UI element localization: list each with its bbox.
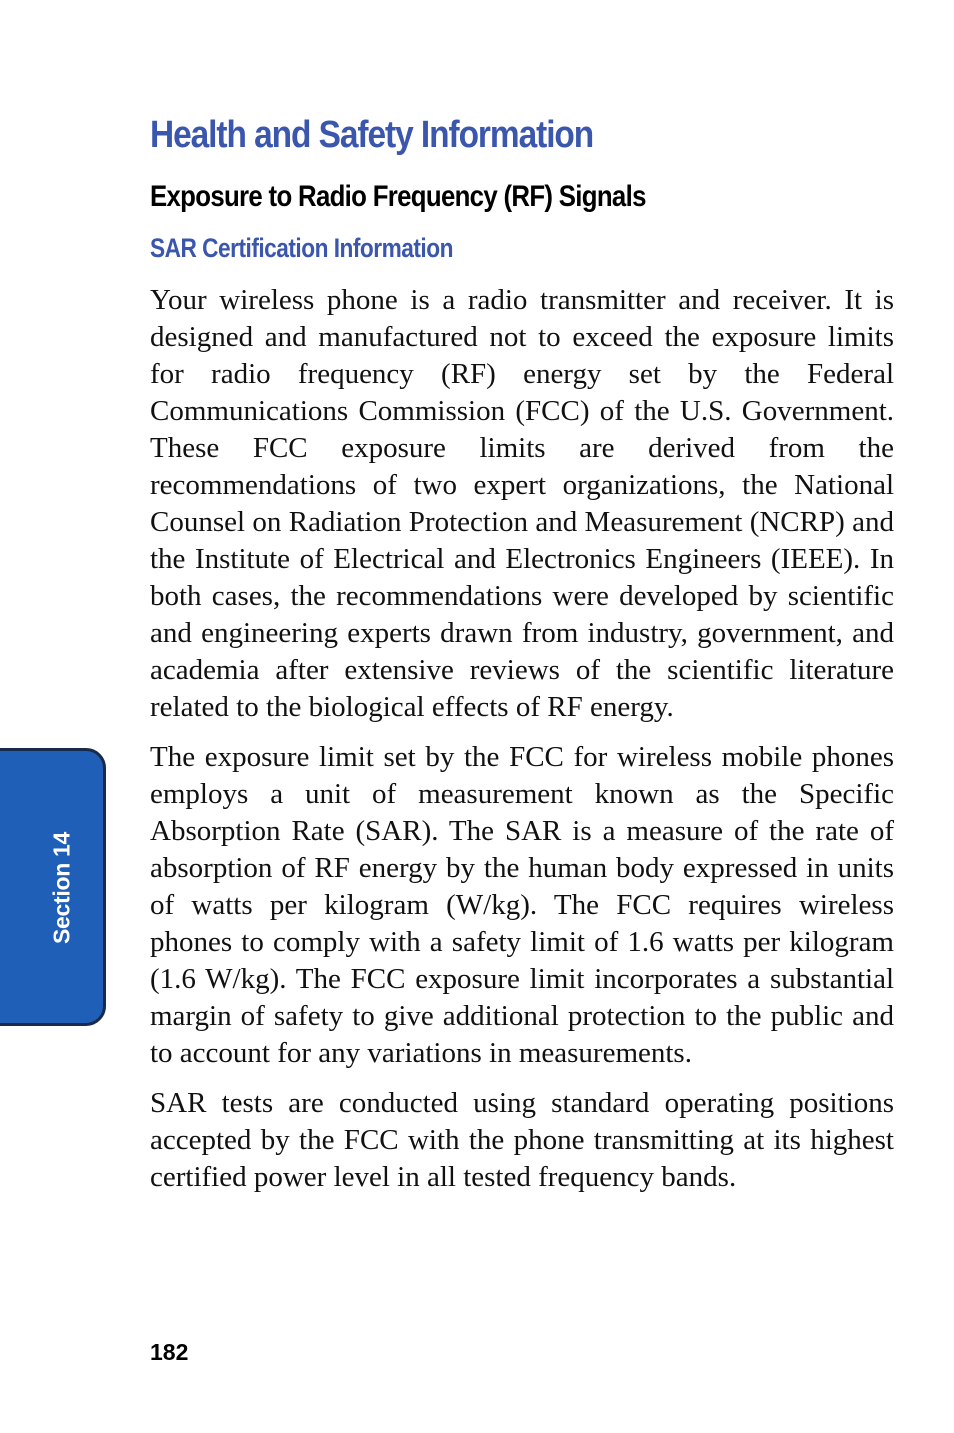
- section-tab-label: Section 14: [48, 831, 75, 945]
- body-text: [150, 282, 894, 1209]
- section-heading: Exposure to Radio Frequency (RF) Signals: [150, 180, 646, 213]
- subsection-heading: SAR Certification Information: [150, 233, 453, 263]
- page-number: 182: [150, 1339, 189, 1365]
- page-title: Health and Safety Information: [150, 114, 594, 156]
- paragraph: The exposure limit set by the FCC for wireless mobile phones employs a unit of measurement known as the Specific Absorption Rate (SAR). The SAR is a measure of the rate of absorption of RF energy by the human body expressed in units of watts per kilogram (W/kg). The FCC requires wireless phones to comply with a safety limit of 1.6 watts per kilogram (1.6 W/kg). The FCC exposure limit incorporates a substantial margin of safety to give additional protection to the public and to account for any variations in measurements.: [150, 741, 894, 1069]
- paragraph: SAR tests are conducted using standard operating positions accepted by the FCC with the phone transmitting at its highest certified power level in all tested frequency bands.: [150, 1087, 894, 1193]
- paragraph: Your wireless phone is a radio transmitter and receiver. It is designed and manufactured not to exceed the exposure limits for radio frequency (RF) energy set by the Federal Communications Commission (FCC) of the U.S. Government. These FCC exposure limits are derived from the recommendations of two expert organizations, the National Counsel on Radiation Protection and Measurement (NCRP) and the Institute of Electrical and Electronics Engineers (IEEE). In both cases, the recommendations were developed by scientific and engineering experts drawn from industry, government, and academia after extensive reviews of the scientific literature related to the biological effects of RF energy.: [150, 284, 894, 723]
